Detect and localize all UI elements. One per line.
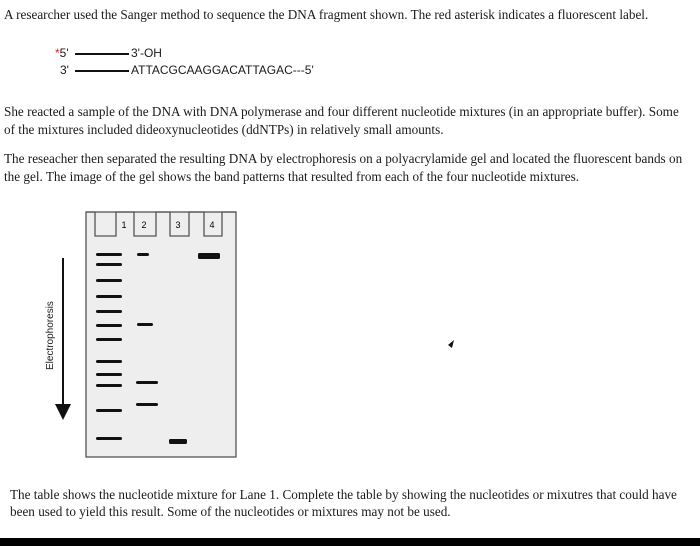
- gel-band-lane-2: [136, 381, 158, 384]
- gel-band-lane-3: [169, 439, 187, 444]
- gel-band-lane-1: [96, 324, 122, 327]
- gel-band-lane-1: [96, 360, 122, 363]
- gel-band-lane-1: [96, 373, 122, 376]
- gel-band-lane-2: [137, 323, 153, 326]
- fluorescent-label-asterisk: *: [55, 46, 60, 60]
- gel-band-lane-4: [198, 253, 220, 259]
- para3-line1: The reseacher then separated the resulting DNA by electrophoresis on a polyacrylamide gel and located the fluorescent bands on: [4, 151, 683, 166]
- para4-line1: The table shows the nucleotide mixture for Lane 1. Complete the table by showing the nucleotides or mixutres that could have: [10, 487, 677, 502]
- gel-band-lane-1: [96, 295, 122, 298]
- gel-band-lane-1: [96, 310, 122, 313]
- lane-label-2: 2: [141, 220, 147, 230]
- gel-band-lane-1: [96, 338, 122, 341]
- para2-line1: She reacted a sample of the DNA with DNA polymerase and four different nucleotide mixtures (in an appropriate buffer). Some: [4, 104, 679, 119]
- gel-band-lane-1: [96, 384, 122, 387]
- gel-band-lane-1: [96, 437, 122, 440]
- gel-band-lane-1: [96, 409, 122, 412]
- gel-body: [86, 212, 236, 457]
- electrophoresis-label: Electrophoresis: [45, 301, 56, 370]
- gel-band-lane-2: [137, 253, 149, 256]
- intro-text: A researcher used the Sanger method to sequence the DNA fragment shown. The red asterisk indicates a fluorescent label.: [4, 7, 649, 22]
- gel-band-lane-1: [96, 253, 122, 256]
- cursor-mark: [448, 340, 454, 348]
- gel-band-lane-1: [96, 279, 122, 282]
- para2-line2: of the mixtures included dideoxynucleotides (ddNTPs) in relatively small amounts.: [4, 122, 444, 137]
- lane-label-1: 1: [121, 220, 127, 230]
- top-strand-5prime-label: *5': [55, 46, 69, 60]
- gel-band-lane-2: [136, 403, 158, 406]
- top-strand-3prime-label: 3'-OH: [131, 46, 162, 60]
- lane-label-3: 3: [175, 220, 181, 230]
- bottom-border-bar: [0, 538, 700, 546]
- gel-band-lane-1: [96, 263, 122, 266]
- para3-line2: the gel. The image of the gel shows the band patterns that resulted from each of the four nucleotide mixtures.: [4, 169, 580, 184]
- bottom-strand-sequence: ATTACGCAAGGACATTAGAC---5': [131, 63, 314, 77]
- bottom-strand-3prime-label: 3': [60, 63, 69, 77]
- lane-label-4: 4: [209, 220, 215, 230]
- para4-line2: been used to yield this result. Some of the nucleotides or mixtures may not be used.: [10, 504, 451, 519]
